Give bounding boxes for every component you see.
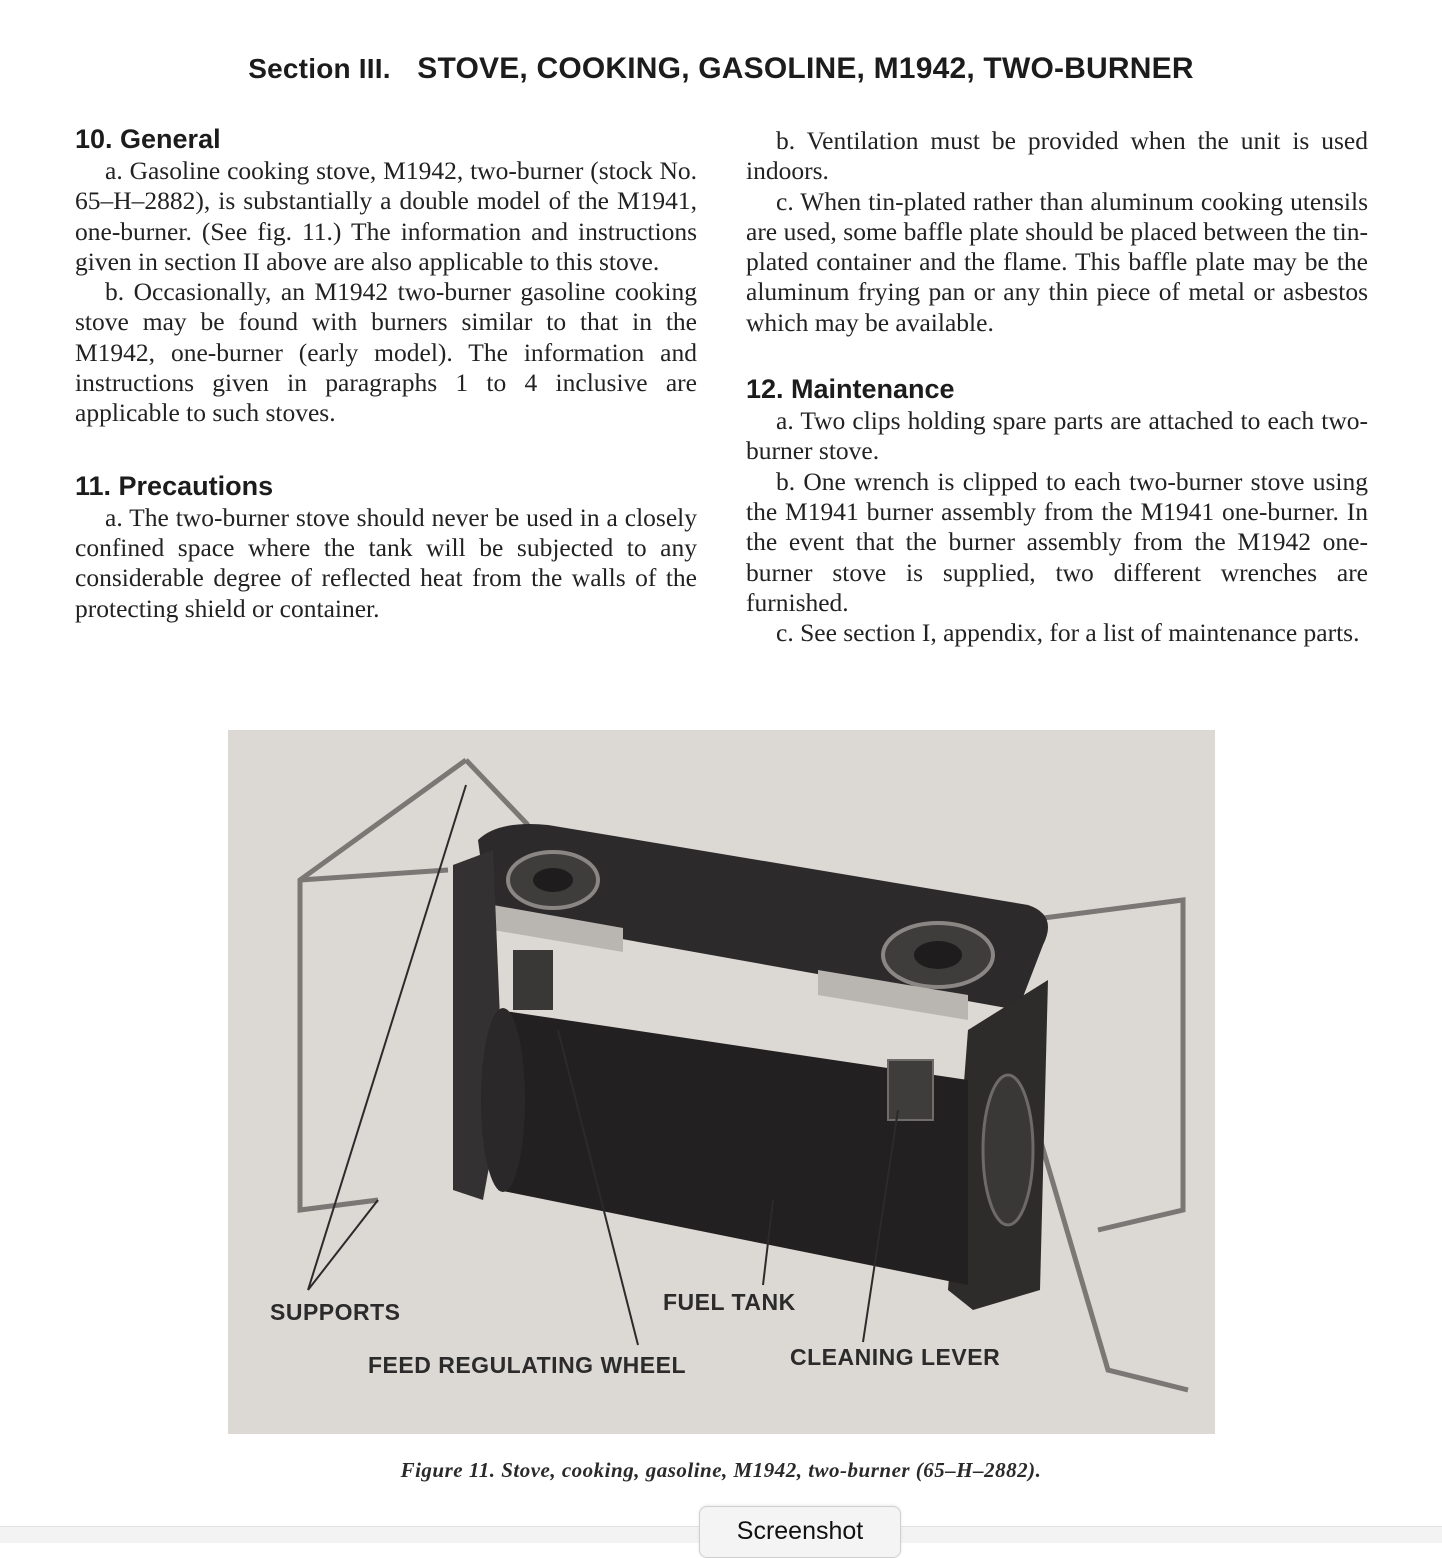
heading-maintenance: 12. Maintenance xyxy=(746,374,955,405)
figure-caption: Figure 11. Stove, cooking, gasoline, M1942, two-burner (65–H–2882). xyxy=(400,1458,1042,1482)
paragraph-precautions-b: b. Ventilation must be provided when the unit is used indoors. xyxy=(746,126,1368,186)
paragraph-general-b: b. Occasionally, an M1942 two-burner gasoline cooking stove may be found with burners similar to that in the M1942, one-burner (early model). The information and instructions given in paragraphs 1 to 4 inclusive are applicable to such stoves. xyxy=(75,277,697,428)
heading-precautions: 11. Precautions xyxy=(75,470,274,501)
paragraph-general-a: a. Gasoline cooking stove, M1942, two-burner (stock No. 65–H–2882), is substantially a double model of the M1941, one-burner. (See fig. 11.) The information and instructions given in section II above are also applicable to this stove. xyxy=(75,156,697,276)
feed-valve xyxy=(513,950,553,1010)
stove-figure xyxy=(228,730,1215,1434)
paragraph-precautions-a: a. The two-burner stove should never be used in a closely confined space where the tank will be subjected to any considerable degree of reflected heat from the walls of the protecting shield or container. xyxy=(75,502,697,623)
fuel-tank-end xyxy=(481,1008,525,1192)
left-column xyxy=(75,122,697,624)
paragraph-maintenance-a: a. Two clips holding spare parts are attached to each two-burner stove. xyxy=(746,406,1368,466)
burner-left-center xyxy=(533,868,573,892)
screenshot-button[interactable]: Screenshot xyxy=(699,1506,901,1558)
paragraph-precautions-c: c. When tin-plated rather than aluminum cooking utensils are used, some baffle plate should be placed between the tin-plated container and the flame. This baffle plate may be the aluminum frying pan or any thin piece of metal or asbestos which may be available. xyxy=(746,186,1368,337)
paragraph-maintenance-b: b. One wrench is clipped to each two-burner stove using the M1941 burner assembly from the M1941 one-burner. In the event that the burner assembly from the M1942 one-burner stove is supplied, two different wrenches are furnished. xyxy=(746,466,1368,617)
frame-right-vent xyxy=(983,1075,1033,1225)
section-label: Section III. xyxy=(248,53,391,84)
label-fuel-tank: FUEL TANK xyxy=(663,1289,796,1315)
section-title xyxy=(0,52,1442,86)
right-column xyxy=(746,126,1368,648)
cleaning-lever-mechanism xyxy=(888,1060,933,1120)
label-cleaning-lever: CLEANING LEVER xyxy=(790,1344,1001,1370)
paragraph-maintenance-c: c. See section I, appendix, for a list of maintenance parts. xyxy=(776,618,1360,648)
spacer xyxy=(75,429,697,469)
label-supports: SUPPORTS xyxy=(270,1299,401,1325)
section-heading: STOVE, COOKING, GASOLINE, M1942, TWO-BURNER xyxy=(417,52,1194,85)
label-feed-regulating-wheel: FEED REGULATING WHEEL xyxy=(368,1352,687,1378)
spacer xyxy=(746,338,1368,372)
heading-general: 10. General xyxy=(75,124,221,154)
stove-illustration xyxy=(228,730,1215,1434)
burner-right-center xyxy=(914,941,962,969)
